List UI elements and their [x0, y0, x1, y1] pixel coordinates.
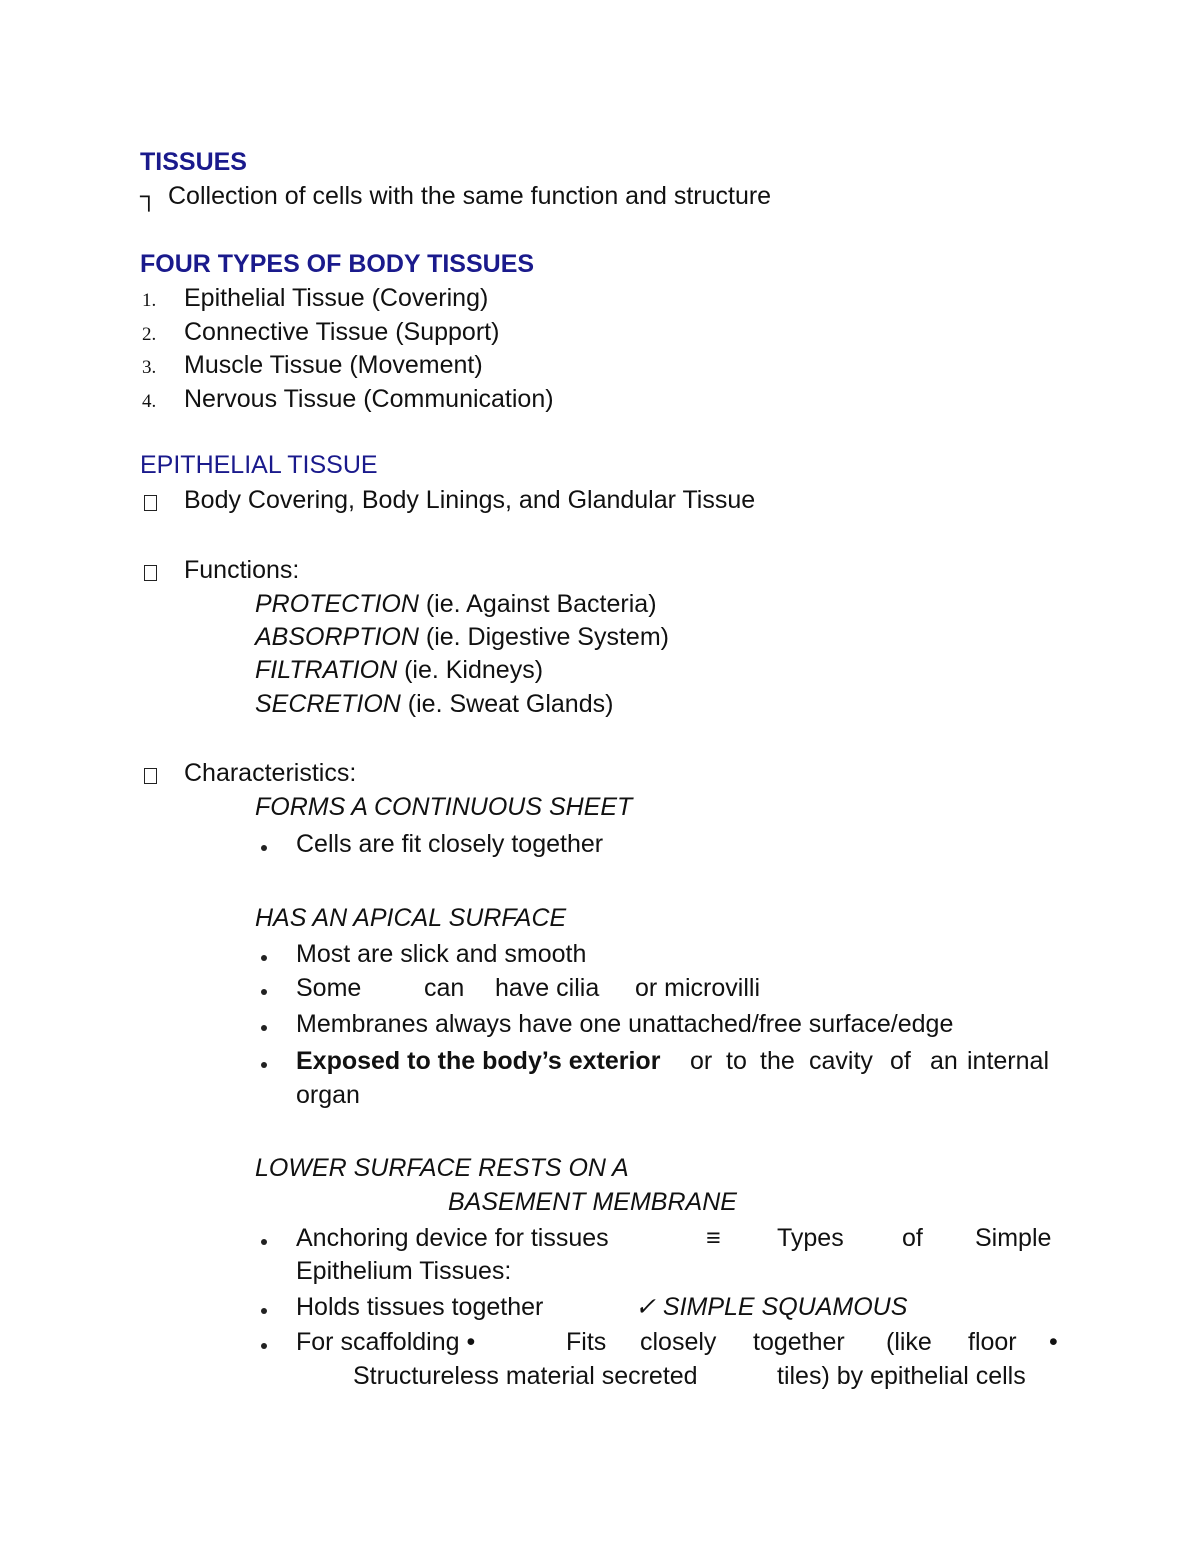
checkbox-bullet-icon — [144, 495, 157, 511]
lower-bullet-3-word: Fits — [566, 1328, 607, 1356]
function-item: FILTRATION (ie. Kidneys) — [255, 656, 544, 684]
function-item: PROTECTION (ie. Against Bacteria) — [255, 590, 657, 618]
lower-bullet-3-cont-right: tiles) by epithelial cells — [777, 1362, 1026, 1390]
apical-bullet-4-cont: organ — [296, 1081, 360, 1109]
apical-bullet-1: Most are slick and smooth — [296, 940, 587, 968]
apical-bullet-4-bold: Exposed to the body’s exterior — [296, 1047, 661, 1075]
characteristics-label: Characteristics: — [184, 759, 357, 787]
apical-bullet-4-word: of — [890, 1047, 911, 1075]
list-item: Muscle Tissue (Movement) — [184, 351, 483, 379]
continuous-sheet-bullet: Cells are fit closely together — [296, 830, 604, 858]
lower-surface-heading-2: BASEMENT MEMBRANE — [448, 1188, 737, 1216]
lower-bullet-1: Anchoring device for tissues — [296, 1224, 609, 1252]
lower-bullet-3-word: floor — [968, 1328, 1017, 1356]
apical-bullet-2-word: or microvilli — [635, 974, 760, 1002]
apical-bullet-4-word: or — [690, 1047, 713, 1075]
lower-bullet-3-cont-left: Structureless material secreted — [353, 1362, 698, 1390]
list-item: Connective Tissue (Support) — [184, 318, 500, 346]
apical-bullet-4-word: to — [726, 1047, 747, 1075]
bullet-dot-icon — [261, 1308, 267, 1314]
lower-bullet-1-word: Simple — [975, 1224, 1052, 1252]
apical-bullet-3: Membranes always have one unattached/free surface/edge — [296, 1010, 954, 1038]
apical-surface-heading: HAS AN APICAL SURFACE — [255, 904, 567, 932]
bullet-dot-icon — [261, 1239, 267, 1245]
apical-bullet-4-word: the — [760, 1047, 795, 1075]
checkbox-bullet-icon — [144, 565, 157, 581]
section-title-four-types: FOUR TYPES OF BODY TISSUES — [140, 250, 535, 278]
lower-bullet-1-word: of — [902, 1224, 923, 1252]
list-item: Nervous Tissue (Communication) — [184, 385, 554, 413]
apical-bullet-4-word: internal — [967, 1047, 1049, 1075]
tissues-definition: Collection of cells with the same function and structure — [168, 182, 772, 210]
bullet-dot-icon — [261, 989, 267, 995]
list-number: 3. — [142, 357, 157, 378]
function-item: ABSORPTION (ie. Digestive System) — [255, 623, 669, 651]
list-number: 1. — [142, 290, 157, 311]
epithelial-covering: Body Covering, Body Linings, and Glandular Tissue — [184, 486, 756, 514]
continuous-sheet-heading: FORMS A CONTINUOUS SHEET — [255, 793, 633, 821]
bullet-dot-icon — [261, 1062, 267, 1068]
bullet-dot-icon — [261, 1025, 267, 1031]
apical-bullet-2-word: have cilia — [495, 974, 600, 1002]
checkbox-bullet-icon — [144, 768, 157, 784]
functions-label: Functions: — [184, 556, 300, 584]
lower-bullet-3-word: closely — [640, 1328, 717, 1356]
lower-bullet-3: For scaffolding • — [296, 1328, 476, 1356]
list-number: 4. — [142, 391, 157, 412]
corner-bullet-icon: ┐ — [140, 182, 158, 210]
apical-bullet-4-word: cavity — [809, 1047, 873, 1075]
lower-bullet-1-cont: Epithelium Tissues: — [296, 1257, 512, 1285]
bullet-dot-icon — [261, 845, 267, 851]
lower-bullet-3-word: (like — [886, 1328, 932, 1356]
apical-bullet-2-word: Some — [296, 974, 362, 1002]
function-item: SECRETION (ie. Sweat Glands) — [255, 690, 614, 718]
lower-bullet-3-word: • — [1049, 1328, 1058, 1356]
section-title-epithelial: EPITHELIAL TISSUE — [140, 451, 378, 479]
apical-bullet-4-word: an — [930, 1047, 958, 1075]
triple-bar-icon: ≡ — [706, 1224, 721, 1252]
lower-surface-heading-1: LOWER SURFACE RESTS ON A — [255, 1154, 629, 1182]
simple-squamous-heading: ✓ SIMPLE SQUAMOUS — [635, 1293, 908, 1321]
bullet-dot-icon — [261, 955, 267, 961]
list-number: 2. — [142, 324, 157, 345]
bullet-dot-icon — [261, 1343, 267, 1349]
section-title-tissues: TISSUES — [140, 148, 247, 176]
lower-bullet-2: Holds tissues together — [296, 1293, 544, 1321]
lower-bullet-3-word: together — [753, 1328, 845, 1356]
list-item: Epithelial Tissue (Covering) — [184, 284, 489, 312]
apical-bullet-2-word: can — [424, 974, 465, 1002]
lower-bullet-1-word: Types — [777, 1224, 844, 1252]
